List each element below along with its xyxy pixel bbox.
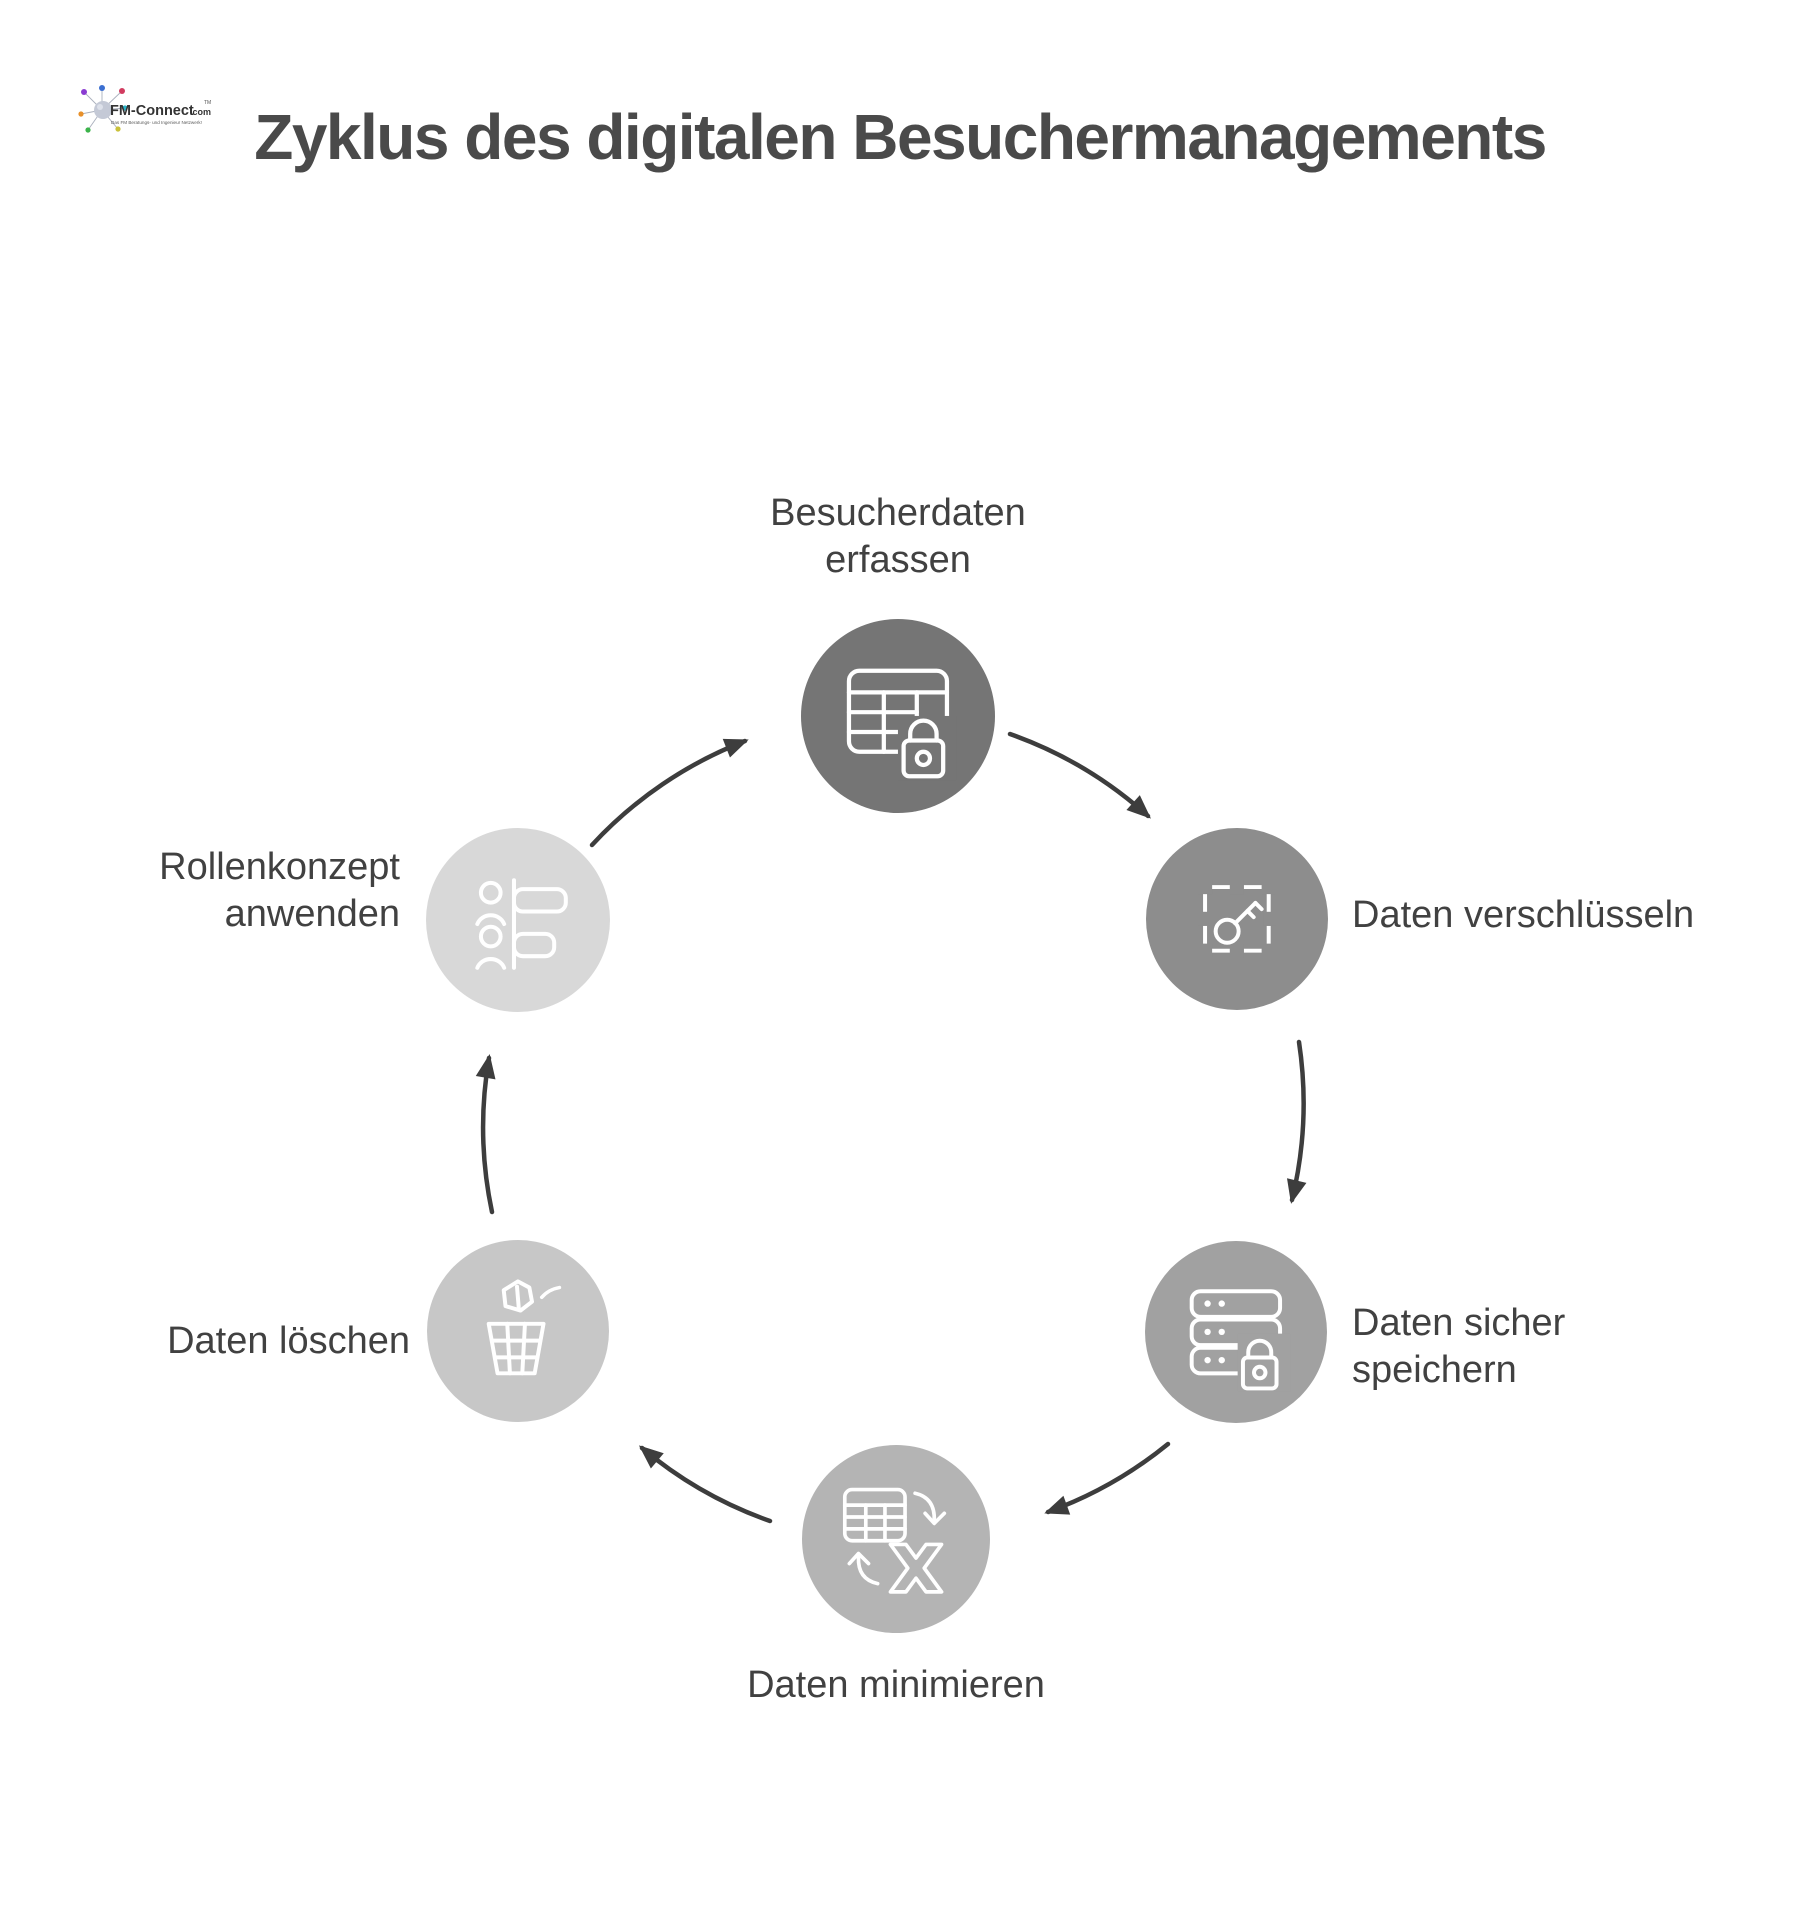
label-line: Daten löschen (167, 1320, 410, 1362)
roles-icon (455, 857, 580, 982)
data-minimize-icon (832, 1475, 960, 1603)
arrow-erfassen-to-verschluesseln (1010, 734, 1148, 816)
node-label-daten-verschluesseln (1352, 892, 1800, 939)
node-label-besucherdaten-erfassen (648, 490, 1148, 584)
label-line: Daten verschlüsseln (1352, 894, 1695, 936)
logo-tagline: Das FM Beratungs- und Ingenieur Netzwerk! (111, 120, 202, 125)
cycle-node-daten-loeschen (427, 1240, 609, 1422)
label-line: speichern (1352, 1349, 1517, 1391)
arrow-minimieren-to-loeschen (642, 1448, 770, 1521)
cycle-node-rollenkonzept-anwenden (426, 828, 610, 1012)
encryption-key-icon (1175, 857, 1299, 981)
table-lock-icon (832, 650, 964, 782)
cycle-node-daten-minimieren (802, 1445, 990, 1633)
arrow-verschluesseln-to-speichern (1292, 1042, 1304, 1200)
node-label-rollenkonzept-anwenden (0, 844, 400, 938)
cycle-node-besucherdaten-erfassen (801, 619, 995, 813)
cycle-node-daten-verschluesseln (1146, 828, 1328, 1010)
label-line: Daten minimieren (747, 1664, 1045, 1706)
page-title: Zyklus des digitalen Besuchermanagements (254, 101, 1546, 173)
label-line: Besucherdaten (770, 492, 1026, 534)
trash-icon (456, 1269, 580, 1393)
logo-trademark: TM (204, 100, 212, 106)
logo-brand: FM-Connect (110, 103, 194, 119)
label-line: Daten sicher (1352, 1302, 1566, 1344)
arrow-speichern-to-minimieren (1048, 1444, 1168, 1512)
node-label-daten-minimieren (646, 1662, 1146, 1709)
node-label-daten-sicher-speichern (1352, 1300, 1800, 1394)
label-line: anwenden (224, 893, 400, 935)
logo-tld: .com (190, 107, 212, 117)
arrow-loeschen-to-rollenkonzept (483, 1058, 492, 1212)
cycle-node-daten-sicher-speichern (1145, 1241, 1327, 1423)
arrow-rollenkonzept-to-erfassen (592, 741, 745, 845)
label-line: Rollenkonzept (159, 846, 400, 888)
node-label-daten-loeschen (0, 1318, 410, 1365)
server-lock-icon (1174, 1270, 1298, 1394)
label-line: erfassen (825, 539, 971, 581)
